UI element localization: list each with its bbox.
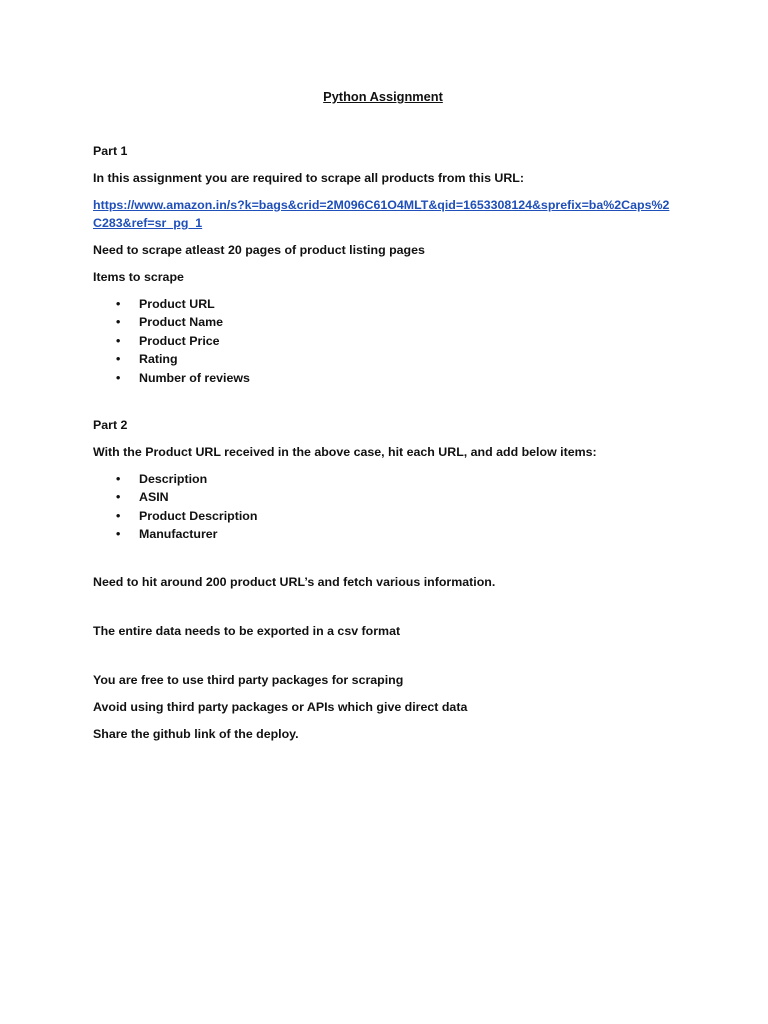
list-item: • Number of reviews bbox=[116, 370, 250, 385]
list-item: • Product URL bbox=[116, 297, 215, 311]
third-party-note: You are free to use third party packages for scraping bbox=[93, 672, 404, 687]
hit-urls-note: Need to hit around 200 product URL’s and fetch various information. bbox=[93, 574, 496, 589]
export-note: The entire data needs to be exported in a csv format bbox=[93, 623, 401, 638]
part2-intro: With the Product URL received in the above case, hit each URL, and add below items: bbox=[93, 444, 597, 459]
bullet-icon: • bbox=[116, 297, 121, 311]
part1-intro: In this assignment you are required to scrape all products from this URL: bbox=[93, 171, 524, 185]
list-item: • Rating bbox=[116, 352, 178, 367]
part2-item-list bbox=[93, 470, 703, 544]
list-item: • Manufacturer bbox=[116, 527, 218, 542]
bullet-icon: • bbox=[116, 370, 121, 385]
bullet-icon: • bbox=[116, 527, 121, 542]
document-body bbox=[93, 88, 703, 752]
part1-heading: Part 1 bbox=[93, 144, 128, 158]
page-title: Python Assignment bbox=[323, 89, 443, 104]
bullet-icon: • bbox=[116, 315, 121, 330]
bullet-icon: • bbox=[116, 471, 121, 486]
list-item: • Product Name bbox=[116, 315, 223, 330]
share-note: Share the github link of the deploy. bbox=[93, 726, 299, 741]
bullet-icon: • bbox=[116, 333, 121, 348]
bullet-icon: • bbox=[116, 508, 121, 523]
part2-heading: Part 2 bbox=[93, 417, 128, 432]
bullet-icon: • bbox=[116, 352, 121, 367]
items-label: Items to scrape bbox=[93, 270, 184, 284]
list-item: • Product Description bbox=[116, 508, 258, 523]
pages-note: Need to scrape atleast 20 pages of product listing pages bbox=[93, 243, 425, 257]
list-item: • Product Price bbox=[116, 333, 220, 348]
amazon-url-link[interactable]: https://www.amazon.in/s?k=bags&crid=2M096C61O4MLT&qid=1653308124&sprefix=ba%2Caps%2C283&ref=sr_pg_1 bbox=[93, 198, 670, 230]
list-item: • ASIN bbox=[116, 490, 169, 505]
list-item: • Description bbox=[116, 471, 208, 486]
part1-item-list bbox=[93, 295, 703, 387]
avoid-note: Avoid using third party packages or APIs which give direct data bbox=[93, 699, 468, 714]
bullet-icon: • bbox=[116, 490, 121, 505]
